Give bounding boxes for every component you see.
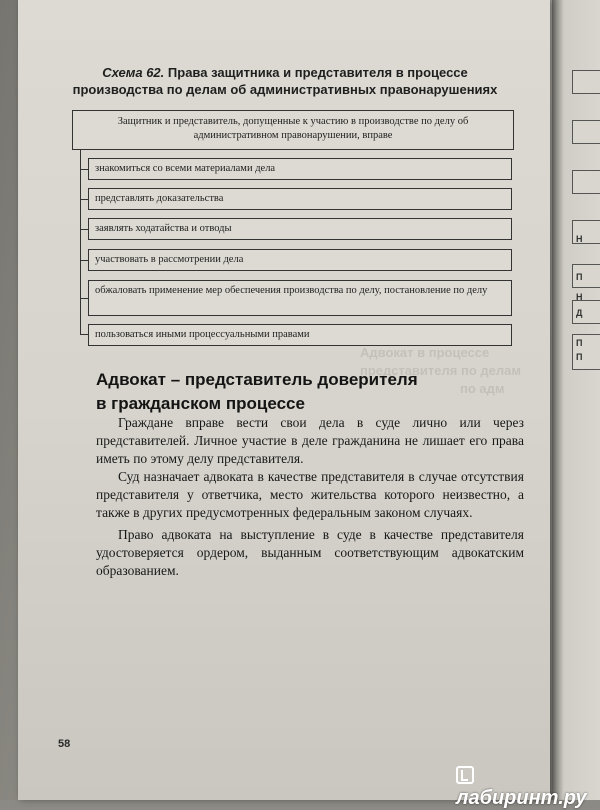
right-item: пользоваться иными процессуальными правами <box>88 324 512 346</box>
diagram-connector <box>80 260 88 261</box>
schema-title-line1: Права защитника и представителя в процессе <box>167 65 468 80</box>
schema-title-line2: производства по делам об административных правонарушениях <box>72 82 498 97</box>
bleed-through-fragment: по адм <box>460 381 505 396</box>
section-heading-line2: в гражданском процессе <box>96 394 305 413</box>
schema-label: Схема 62. <box>102 65 165 80</box>
section-heading <box>96 368 496 416</box>
bleed-through-heading: Адвокат в процессе представителя по делам <box>360 345 521 378</box>
watermark <box>456 764 600 810</box>
adjacent-letter: Д <box>576 308 583 318</box>
diagram-connector <box>80 199 88 200</box>
page-number: 58 <box>58 738 71 750</box>
adjacent-letter: П <box>576 338 583 348</box>
diagram-connector <box>80 334 88 335</box>
diagram-connector <box>80 298 88 299</box>
diagram-header-box: Защитник и представитель, допущенные к участию в производстве по делу об административном правонарушении, вправе <box>72 110 514 150</box>
diagram-connector <box>80 169 88 170</box>
right-item: обжаловать применение мер обеспечения производства по делу, постановление по делу <box>88 280 512 316</box>
watermark-text: лабиринт.ру <box>456 787 587 809</box>
right-item: представлять доказательства <box>88 188 512 210</box>
body-paragraph: Граждане вправе вести свои дела в суде лично или через представителей. Личное участие в деле гражданина не лишает его права иметь по этому делу представителя. <box>96 415 524 466</box>
body-paragraph: Право адвоката на выступление в суде в качестве представителя удостоверяется ордером, выданным соответствующим адвокатским образованием. <box>96 527 524 578</box>
right-item: заявлять ходатайства и отводы <box>88 218 512 240</box>
adjacent-letter: Н <box>576 234 583 244</box>
right-item: знакомиться со всеми материалами дела <box>88 158 512 180</box>
diagram-trunk-line <box>80 150 81 334</box>
adjacent-letter: П <box>576 272 583 282</box>
right-item: участвовать в рассмотрении дела <box>88 249 512 271</box>
labirint-logo-icon <box>456 766 474 784</box>
section-heading-line1: Адвокат – представитель доверителя <box>96 370 418 389</box>
adjacent-letter: Н <box>576 292 583 302</box>
body-paragraph: Суд назначает адвоката в качестве представителя в случае отсутствия представителя у ответчика, место жительства которого неизвестно, а также в других предусмотренных федеральным законом случаях. <box>96 469 524 520</box>
diagram-connector <box>80 229 88 230</box>
adjacent-letter: П <box>576 352 583 362</box>
